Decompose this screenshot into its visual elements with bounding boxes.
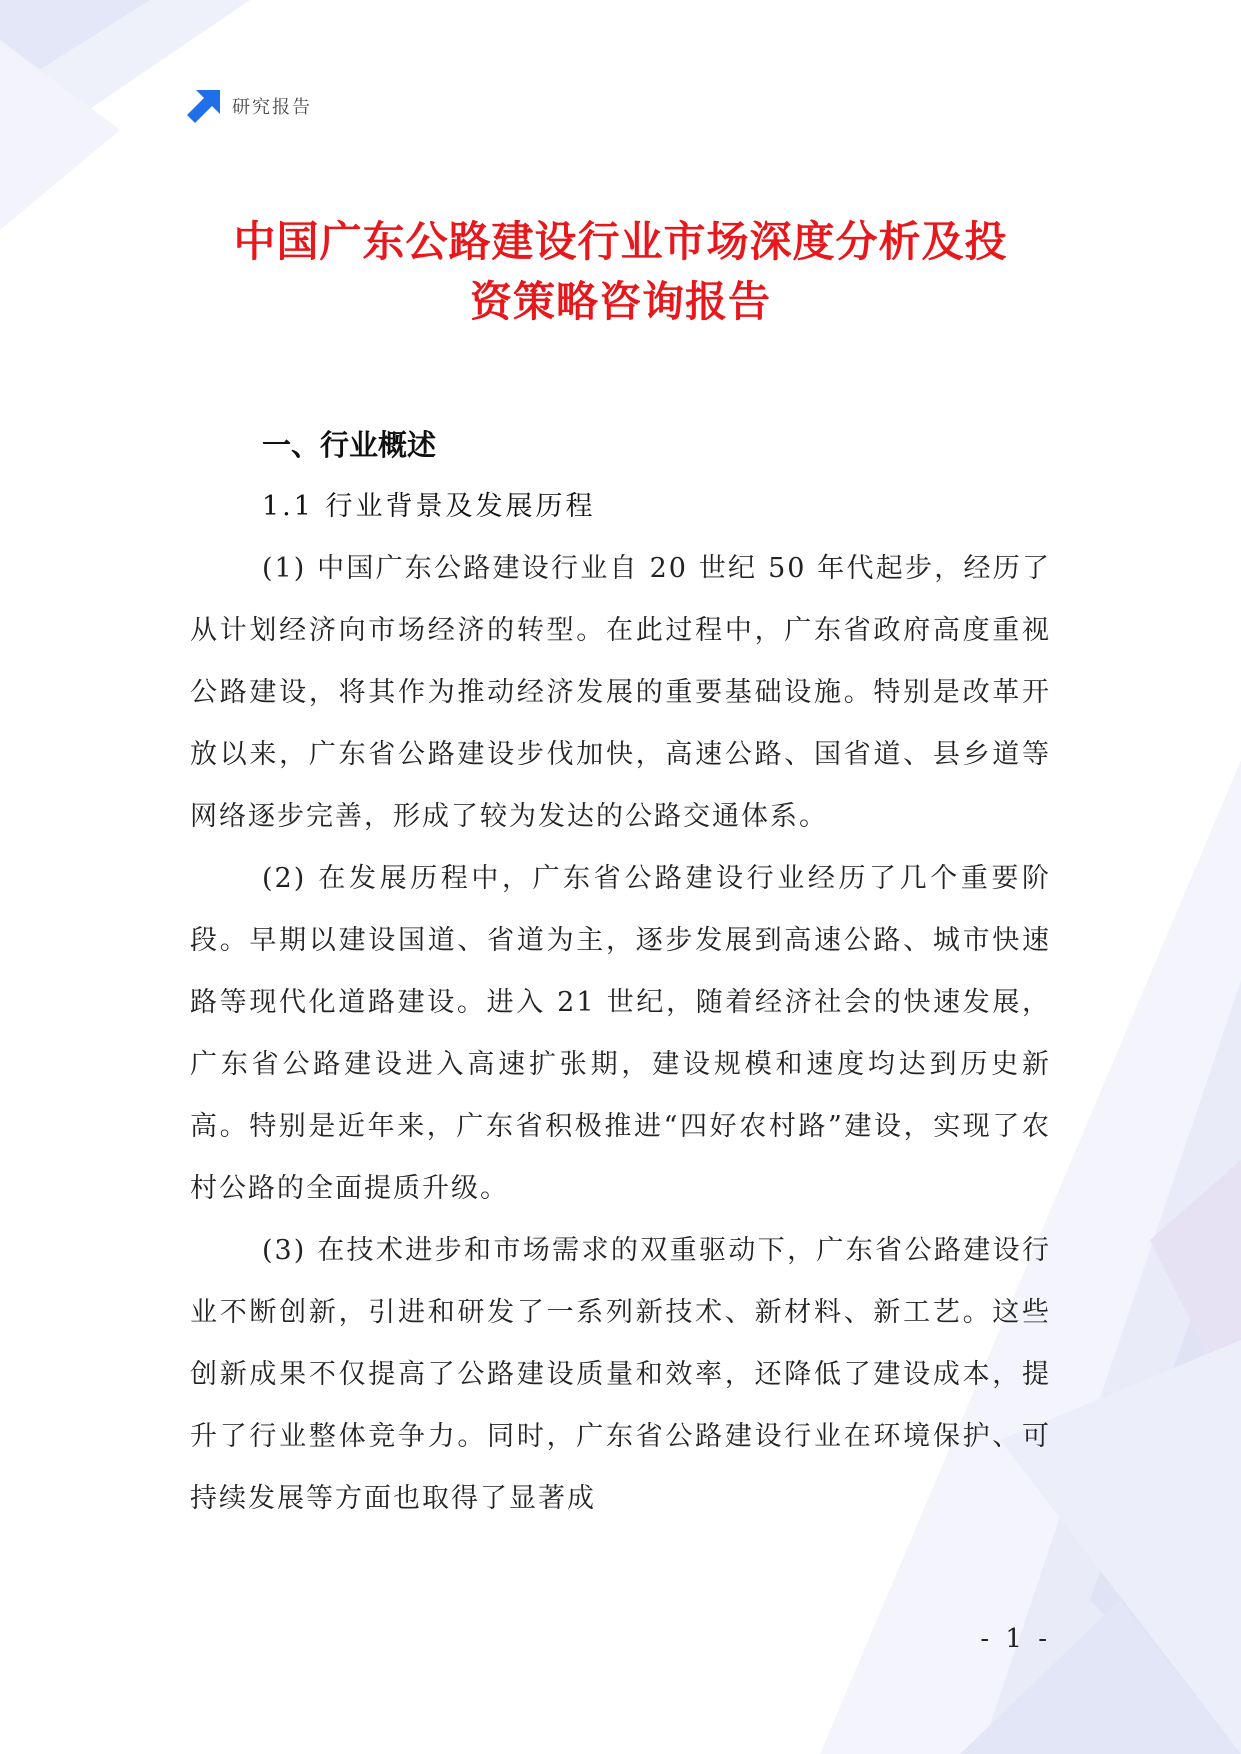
title-line-1: 中国广东公路建设行业市场深度分析及投: [233, 217, 1008, 266]
page-number: - 1 -: [980, 1624, 1051, 1654]
section-heading: 一、行业概述: [262, 428, 437, 462]
document-body: [190, 414, 1051, 1530]
paragraph-3: (3) 在技术进步和市场需求的双重驱动下，广东省公路建设行业不断创新，引进和研发了一系列新技术、新材料、新工艺。这些创新成果不仅提高了公路建设质量和效率，还降低了建设成本，提升了行业整体竞争力。同时，广东省公路建设行业在环境保护、可持续发展等方面也取得了显著成: [190, 1235, 1051, 1514]
report-header: [186, 88, 312, 124]
paragraph-2: (2) 在发展历程中，广东省公路建设行业经历了几个重要阶段。早期以建设国道、省道为主，逐步发展到高速公路、城市快速路等现代化道路建设。进入 21 世纪，随着经济社会的快速发展，广东省公路建设进入高速扩张期，建设规模和速度均达到历史新高。特别是近年来，广东省积极推进“四好农村路”建设，实现了农村公路的全面提质升级。: [190, 863, 1051, 1204]
document-title: [150, 212, 1091, 332]
paragraph-1: (1) 中国广东公路建设行业自 20 世纪 50 年代起步，经历了从计划经济向市场经济的转型。在此过程中，广东省政府高度重视公路建设，将其作为推动经济发展的重要基础设施。特别是改革开放以来，广东省公路建设步伐加快，高速公路、国省道、县乡道等网络逐步完善，形成了较为发达的公路交通体系。: [190, 553, 1051, 832]
subsection-heading: 1.1 行业背景及发展历程: [262, 491, 596, 522]
title-line-2: 资策略咨询报告: [469, 277, 771, 326]
report-type-label: 研究报告: [232, 97, 312, 118]
arrow-up-right-icon: [186, 88, 222, 124]
